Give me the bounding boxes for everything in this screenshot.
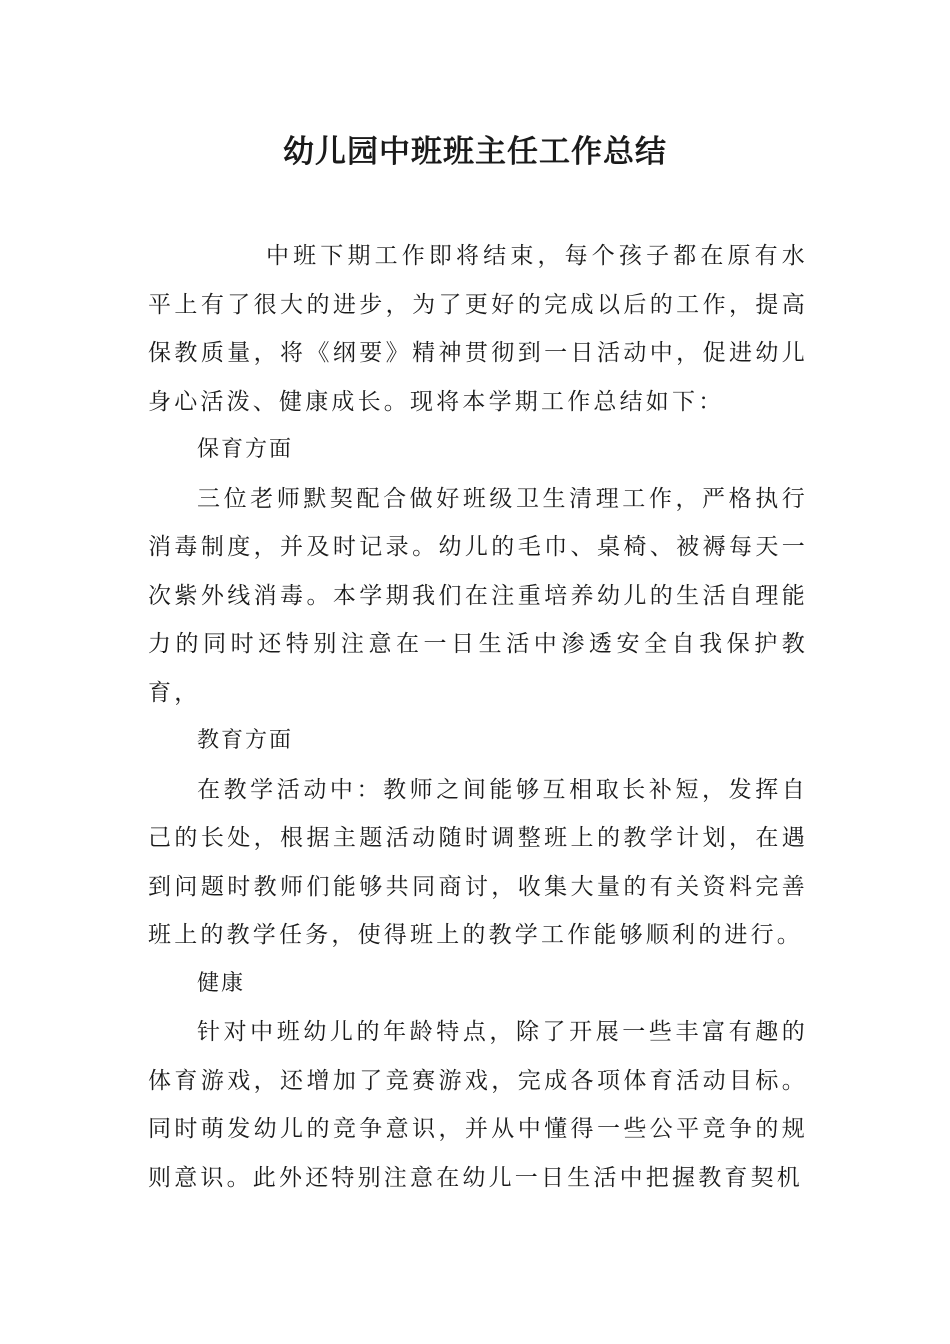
section-text-care: 三位老师默契配合做好班级卫生清理工作，严格执行消毒制度，并及时记录。幼儿的毛巾、桌椅、被褥每天一次紫外线消毒。本学期我们在注重培养幼儿的生活自理能力的同时还特别注意在一日生活中渗透安全自我保护教育， xyxy=(148,485,808,706)
section-text-education: 在教学活动中：教师之间能够互相取长补短，发挥自己的长处，根据主题活动随时调整班上的教学计划，在遇到问题时教师们能够共同商讨，收集大量的有关资料完善班上的教学任务，使得班上的教学工作能够顺利的进行。 xyxy=(148,776,808,948)
section-heading-health: 健康 xyxy=(197,970,246,996)
section-text-health: 针对中班幼儿的年龄特点，除了开展一些丰富有趣的体育游戏，还增加了竞赛游戏，完成各项体育活动目标。同时萌发幼儿的竞争意识，并从中懂得一些公平竞争的规则意识。此外还特别注意在幼儿一日生活中把握教育契机 xyxy=(148,1019,808,1191)
section-heading-care: 保育方面 xyxy=(197,437,294,462)
section-heading-education: 教育方面 xyxy=(197,728,294,753)
intro-paragraph: 中班下期工作即将结束，每个孩子都在原有水平上有了很大的进步，为了更好的完成以后的工作，提高保教质量，将《纲要》精神贯彻到一日活动中，促进幼儿身心活泼、健康成长。现将本学期工作总结如下： xyxy=(148,243,808,415)
document-title: 幼儿园中班班主任工作总结 xyxy=(283,134,667,170)
document-body xyxy=(148,232,808,1202)
